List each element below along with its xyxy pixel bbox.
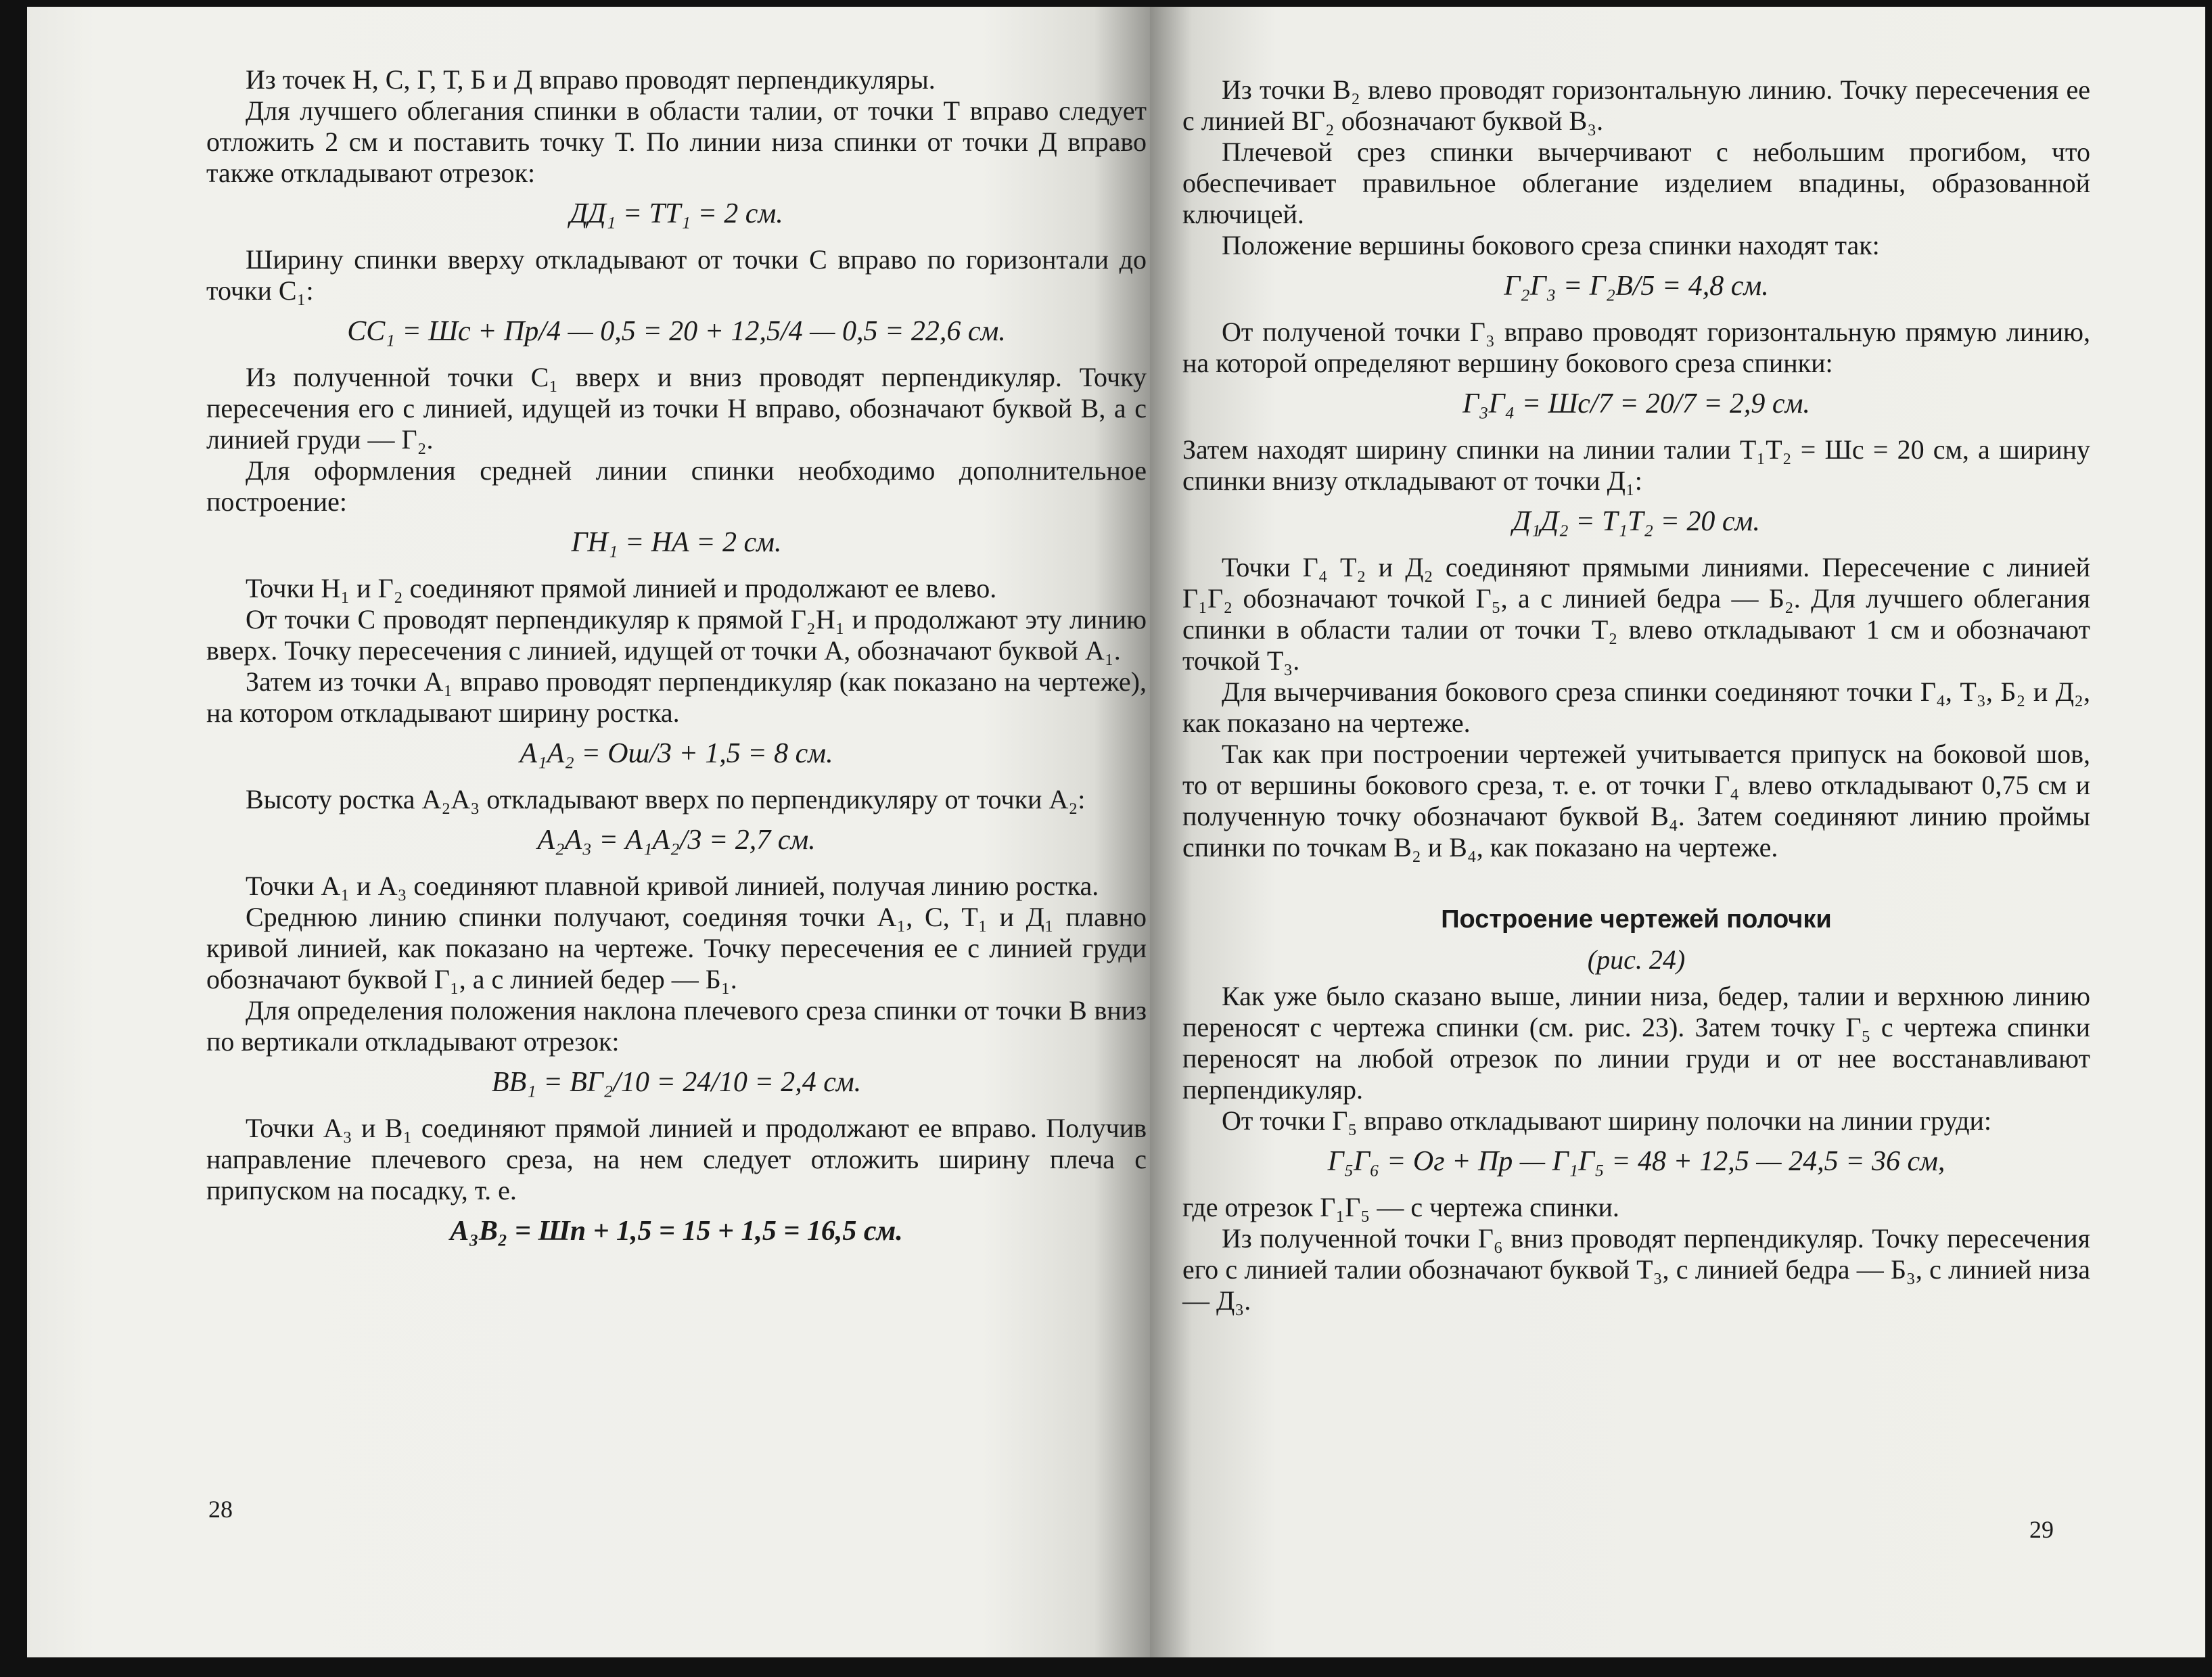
formula: А₂А₃ = А₁А₂/3 = 2,7 см. (537, 825, 816, 856)
formula: ГН₁ = НА = 2 см. (571, 527, 782, 558)
page-number-right: 29 (2029, 1516, 2054, 1543)
formula: Г₂Г₃ = Г₂В/5 = 4,8 см. (1504, 271, 1769, 302)
paragraph: Высоту ростка А₂А₃ откладывают вверх по перпендикуляру от точки А₂: (246, 784, 1086, 814)
paragraph: Из полученной точки Г₆ вниз проводят перпендикуляр. Точку пересечения его с линией талии обозначают буквой Т₃, с линией бедра — Б₃, с линией низа — Д₃. (1182, 1223, 2090, 1316)
left-page (27, 7, 1150, 1657)
paragraph: Из точек Н, С, Г, Т, Б и Д вправо проводят перпендикуляры. (246, 64, 936, 95)
formula: Д₁Д₂ = Т₁Т₂ = 20 см. (1513, 506, 1760, 537)
formula: ДД₁ = ТТ₁ = 2 см. (570, 198, 783, 229)
formula: Г₅Г₆ = Ог + Пр — Г₁Г₅ = 48 + 12,5 — 24,5 = 36 см, (1327, 1146, 1945, 1177)
paragraph: Для лучшего облегания спинки в области талии, от точки Т вправо следует отложить 2 см и поставить точку Т. По линии низа спинки от точки Д вправо также откладывают отрезок: (206, 95, 1147, 188)
paragraph: Точки Г₄ Т₂ и Д₂ соединяют прямыми линиями. Пересечение с линией Г₁Г₂ обозначают точкой Г₅, а с линией бедра — Б₂. Для лучшего облегания спинки в области талии от точки Т₂ влево откладывают 1 см и обозначают точкой Т₃. (1182, 552, 2090, 676)
paragraph: От полученой точки Г₃ вправо проводят горизонтальную прямую линию, на которой определяют вершину бокового среза спинки: (1182, 317, 2090, 378)
right-page (1150, 7, 2205, 1657)
left-page-text (206, 64, 1147, 1262)
paragraph: где отрезок Г₁Г₅ — с чертежа спинки. (1182, 1192, 1619, 1222)
paragraph: Из полученной точки С₁ вверх и вниз проводят перпендикуляр. Точку пересечения его с линией, идущей из точки Н вправо, обозначают буквой В, а с линией груди — Г₂. (206, 362, 1147, 455)
formula: СС₁ = Шс + Пр/4 — 0,5 = 20 + 12,5/4 — 0,5 = 22,6 см. (347, 316, 1006, 347)
figure-reference: (рис. 24) (1587, 944, 1686, 975)
paragraph: Положение вершины бокового среза спинки находят так: (1222, 230, 1880, 260)
paragraph: Из точки В₂ влево проводят горизонтальную линию. Точку пересечения ее с линией ВГ₂ обозначают буквой В₃. (1182, 74, 2090, 136)
section-heading: Построение чертежей полочки (1441, 905, 1832, 934)
paragraph: Для оформления средней линии спинки необходимо дополнительное построение: (206, 455, 1147, 517)
page-number-left: 28 (208, 1496, 233, 1523)
paragraph: Так как при построении чертежей учитывается припуск на боковой шов, то от вершины бокового среза, т. е. от точки Г₄ влево откладывают 0,75 см и полученную точку обозначают буквой В₄. Затем соединяют линию проймы спинки по точкам В₂ и В₄, как показано на чертеже. (1182, 739, 2090, 863)
formula: А₁А₂ = Ош/3 + 1,5 = 8 см. (520, 738, 833, 769)
formula: Г₃Г₄ = Шс/7 = 20/7 = 2,9 см. (1462, 388, 1810, 419)
paragraph: Затем из точки А₁ вправо проводят перпендикуляр (как показано на чертеже), на котором откладывают ширину ростка. (206, 666, 1147, 728)
paragraph: Плечевой срез спинки вычерчивают с небольшим прогибом, что обеспечивает правильное облегание изделием впадины, образованной ключицей. (1182, 137, 2090, 229)
paragraph: Точки А₁ и А₃ соединяют плавной кривой линией, получая линию ростка. (246, 871, 1099, 901)
paragraph: От точки С проводят перпендикуляр к прямой Г₂Н₁ и продолжают эту линию вверх. Точку пересечения с линией, идущей от точки А, обозначают буквой А₁. (206, 604, 1147, 666)
paragraph: От точки Г₅ вправо откладывают ширину полочки на линии груди: (1222, 1105, 1992, 1136)
paragraph: Для вычерчивания бокового среза спинки соединяют точки Г₄, Т₃, Б₂ и Д₂, как показано на чертеже. (1182, 676, 2090, 738)
right-page-text (1182, 74, 2090, 1316)
formula: А₃В₂ = Шп + 1,5 = 15 + 1,5 = 16,5 см. (450, 1216, 903, 1247)
paragraph: Точки Н₁ и Г₂ соединяют прямой линией и продолжают ее влево. (246, 573, 997, 603)
paragraph: Среднюю линию спинки получают, соединяя точки А₁, С, Т₁ и Д₁ плавно кривой линией, как показано на чертеже. Точку пересечения ее с линией груди обозначают буквой Г₁, а с линией бедер — Б₁. (206, 902, 1147, 994)
paragraph: Для определения положения наклона плечевого среза спинки от точки В вниз по вертикали откладывают отрезок: (206, 995, 1147, 1057)
paragraph: Ширину спинки вверху откладывают от точки С вправо по горизонтали до точки С₁: (206, 244, 1147, 306)
paragraph: Затем находят ширину спинки на линии талии Т₁Т₂ = Шс = 20 см, а ширину спинки внизу откладывают от точки Д₁: (1182, 434, 2090, 496)
paragraph: Как уже было сказано выше, линии низа, бедер, талии и верхнюю линию переносят с чертежа спинки (см. рис. 23). Затем точку Г₅ с чертежа спинки переносят на любой отрезок по линии груди и от нее восстанавливают перпендикуляр. (1182, 981, 2090, 1105)
formula: ВВ₁ = ВГ₂/10 = 24/10 = 2,4 см. (491, 1067, 862, 1098)
paragraph: Точки А₃ и В₁ соединяют прямой линией и продолжают ее вправо. Получив направление плечевого среза, на нем следует отложить ширину плеча с припуском на посадку, т. е. (206, 1113, 1147, 1205)
